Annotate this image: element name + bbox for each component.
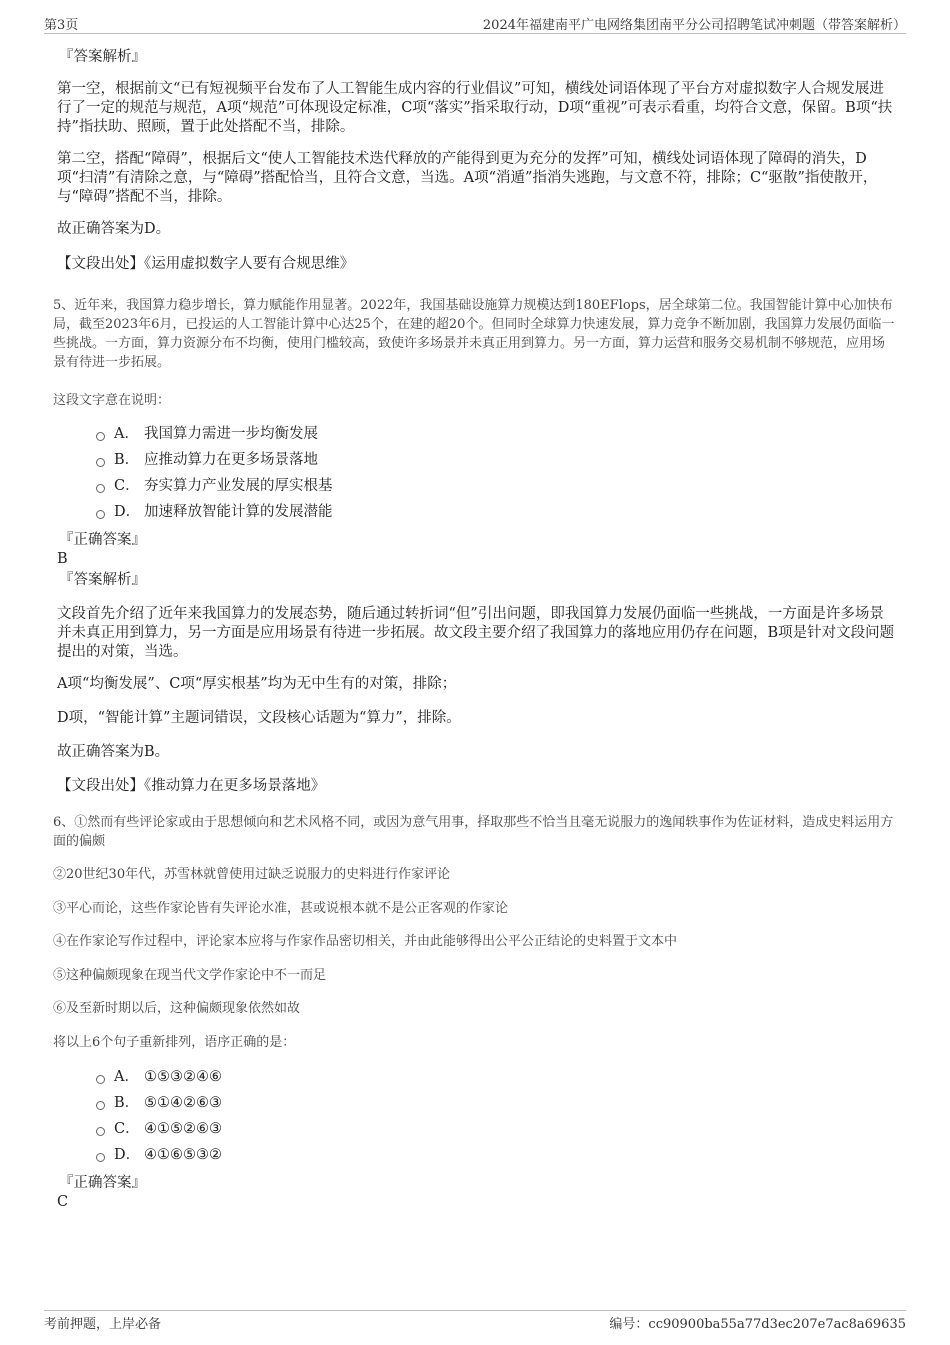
q5-option-d[interactable] (96, 503, 333, 522)
option-text: ⑤①④②⑥③ (144, 1095, 222, 1111)
header-divider (44, 33, 906, 34)
q6-sentence-5: ⑤这种偏颇现象在现当代文学作家论中不一而足 (53, 968, 327, 983)
q6-answer-label: 『正确答案』 (59, 1175, 146, 1191)
option-text: ①⑤③②④⑥ (144, 1069, 222, 1085)
q5-answer: B (57, 551, 68, 567)
q6-sentence-2: ②20世纪30年代，苏雪林就曾使用过缺乏说服力的史料进行作家评论 (53, 867, 451, 882)
radio-icon[interactable] (96, 458, 105, 467)
q5-analysis-label: 『答案解析』 (59, 572, 146, 588)
q5-prompt: 这段文字意在说明： (53, 393, 171, 408)
q6-option-c[interactable] (96, 1120, 222, 1139)
q6-prompt: 将以上6个句子重新排列，语序正确的是： (53, 1035, 296, 1050)
q6-sentence-3: ③平心而论，这些作家论皆有失评论水准，甚或说根本就不是公正客观的作家论 (53, 901, 509, 916)
option-letter: D． (114, 504, 141, 520)
footer-divider (44, 1310, 906, 1311)
document-title: 2024年福建南平广电网络集团南平分公司招聘笔试冲刺题（带答案解析） (482, 18, 906, 33)
radio-icon[interactable] (96, 1075, 105, 1084)
option-letter: B． (114, 452, 140, 468)
q6-sentence-4: ④在作家论写作过程中，评论家本应将与作家作品密切相关，并由此能够得出公平公正结论的史料置于文本中 (53, 934, 678, 949)
q5-option-a[interactable] (96, 425, 318, 444)
radio-icon[interactable] (96, 1127, 105, 1136)
q5-analysis-p4: 故正确答案为B。 (57, 744, 170, 760)
q4-analysis-label: 『答案解析』 (59, 49, 146, 65)
radio-icon[interactable] (96, 510, 105, 519)
option-letter: C． (114, 1121, 140, 1137)
option-text: 加速释放智能计算的发展潜能 (144, 504, 333, 520)
radio-icon[interactable] (96, 1153, 105, 1162)
option-letter: D． (114, 1147, 141, 1163)
option-letter: B． (114, 1095, 140, 1111)
q4-analysis-p2: 第二空，搭配“障碍”，根据后文“使人工智能技术迭代释放的产能得到更为充分的发挥”可知，横线处词语体现了障碍的消失，D项“扫清”有清除之意，与“障碍”搭配恰当，且符合文意，当选。A项“消遁”指消失逃跑，与文意不符，排除；C“驱散”指使散开，与“障碍”搭配不当，排除。 (57, 151, 878, 205)
q5-analysis-p3: D项，“智能计算”主题词错误，文段核心话题为“算力”，排除。 (57, 710, 461, 726)
option-text: ④①⑤②⑥③ (144, 1121, 222, 1137)
q5-source: 【文段出处】《推动算力在更多场景落地》 (57, 778, 326, 794)
footer-slogan: 考前押题，上岸必备 (44, 1317, 162, 1332)
q6-answer: C (57, 1194, 69, 1210)
option-letter: A． (114, 1069, 139, 1085)
option-letter: A． (114, 426, 139, 442)
q4-analysis-p3: 故正确答案为D。 (57, 221, 171, 237)
q5-option-b[interactable] (96, 451, 318, 470)
option-letter: C． (114, 478, 140, 494)
radio-icon[interactable] (96, 484, 105, 493)
q6-option-d[interactable] (96, 1146, 222, 1165)
radio-icon[interactable] (96, 1101, 105, 1110)
q5-analysis-p2: A项“均衡发展”、C项“厚实根基”均为无中生有的对策，排除； (57, 676, 457, 692)
q5-answer-label: 『正确答案』 (59, 532, 146, 548)
page-number: 第3页 (44, 18, 79, 33)
q5-text: 5、近年来，我国算力稳步增长，算力赋能作用显著。2022年，我国基础设施算力规模达到180EFlops，居全球第二位。我国智能计算中心加快布局，截至2023年6月，已投运的人工智能计算中心达25个，在建的超20个。但同时全球算力快速发展，算力竞争不断加剧，我国算力发展仍面临一些挑战。一方面，算力资源分布不均衡，使用门槛较高，致使许多场景并未真正用到算力。另一方面，算力运营和服务交易机制不够规范，应用场景有待进一步拓展。 (53, 298, 895, 370)
q6-sentence-6: ⑥及至新时期以后，这种偏颇现象依然如故 (53, 1001, 301, 1016)
option-text: 应推动算力在更多场景落地 (144, 452, 318, 468)
q6-sentence-1: 6、①然而有些评论家或由于思想倾向和艺术风格不同，或因为意气用事，择取那些不恰当且毫无说服力的逸闻轶事作为佐证材料，造成史料运用方面的偏颇 (53, 815, 894, 849)
q6-option-b[interactable] (96, 1094, 222, 1113)
q5-analysis-p1: 文段首先介绍了近年来我国算力的发展态势，随后通过转折词“但”引出问题，即我国算力发展仍面临一些挑战，一方面是许多场景并未真正用到算力，另一方面是应用场景有待进一步拓展。故文段主要介绍了我国算力的落地应用仍存在问题，B项是针对文段问题提出的对策，当选。 (57, 606, 895, 660)
document-id: 编号：cc90900ba55a77d3ec207e7ac8a69635 (609, 1317, 906, 1332)
q6-option-a[interactable] (96, 1068, 222, 1087)
option-text: 夯实算力产业发展的厚实根基 (144, 478, 333, 494)
q4-source: 【文段出处】《运用虚拟数字人要有合规思维》 (57, 256, 355, 272)
option-text: ④①⑥⑤③② (144, 1147, 222, 1163)
q5-option-c[interactable] (96, 477, 333, 496)
option-text: 我国算力需进一步均衡发展 (144, 426, 318, 442)
q4-analysis-p1: 第一空，根据前文“已有短视频平台发布了人工智能生成内容的行业倡议”可知，横线处词语体现了平台方对虚拟数字人合规发展进行了一定的规范与规范，A项“规范”可体现设定标准，C项“落实”指采取行动，D项“重视”可表示看重，均符合文意，保留。B项“扶持”指扶助、照顾，置于此处搭配不当，排除。 (57, 81, 893, 135)
radio-icon[interactable] (96, 432, 105, 441)
